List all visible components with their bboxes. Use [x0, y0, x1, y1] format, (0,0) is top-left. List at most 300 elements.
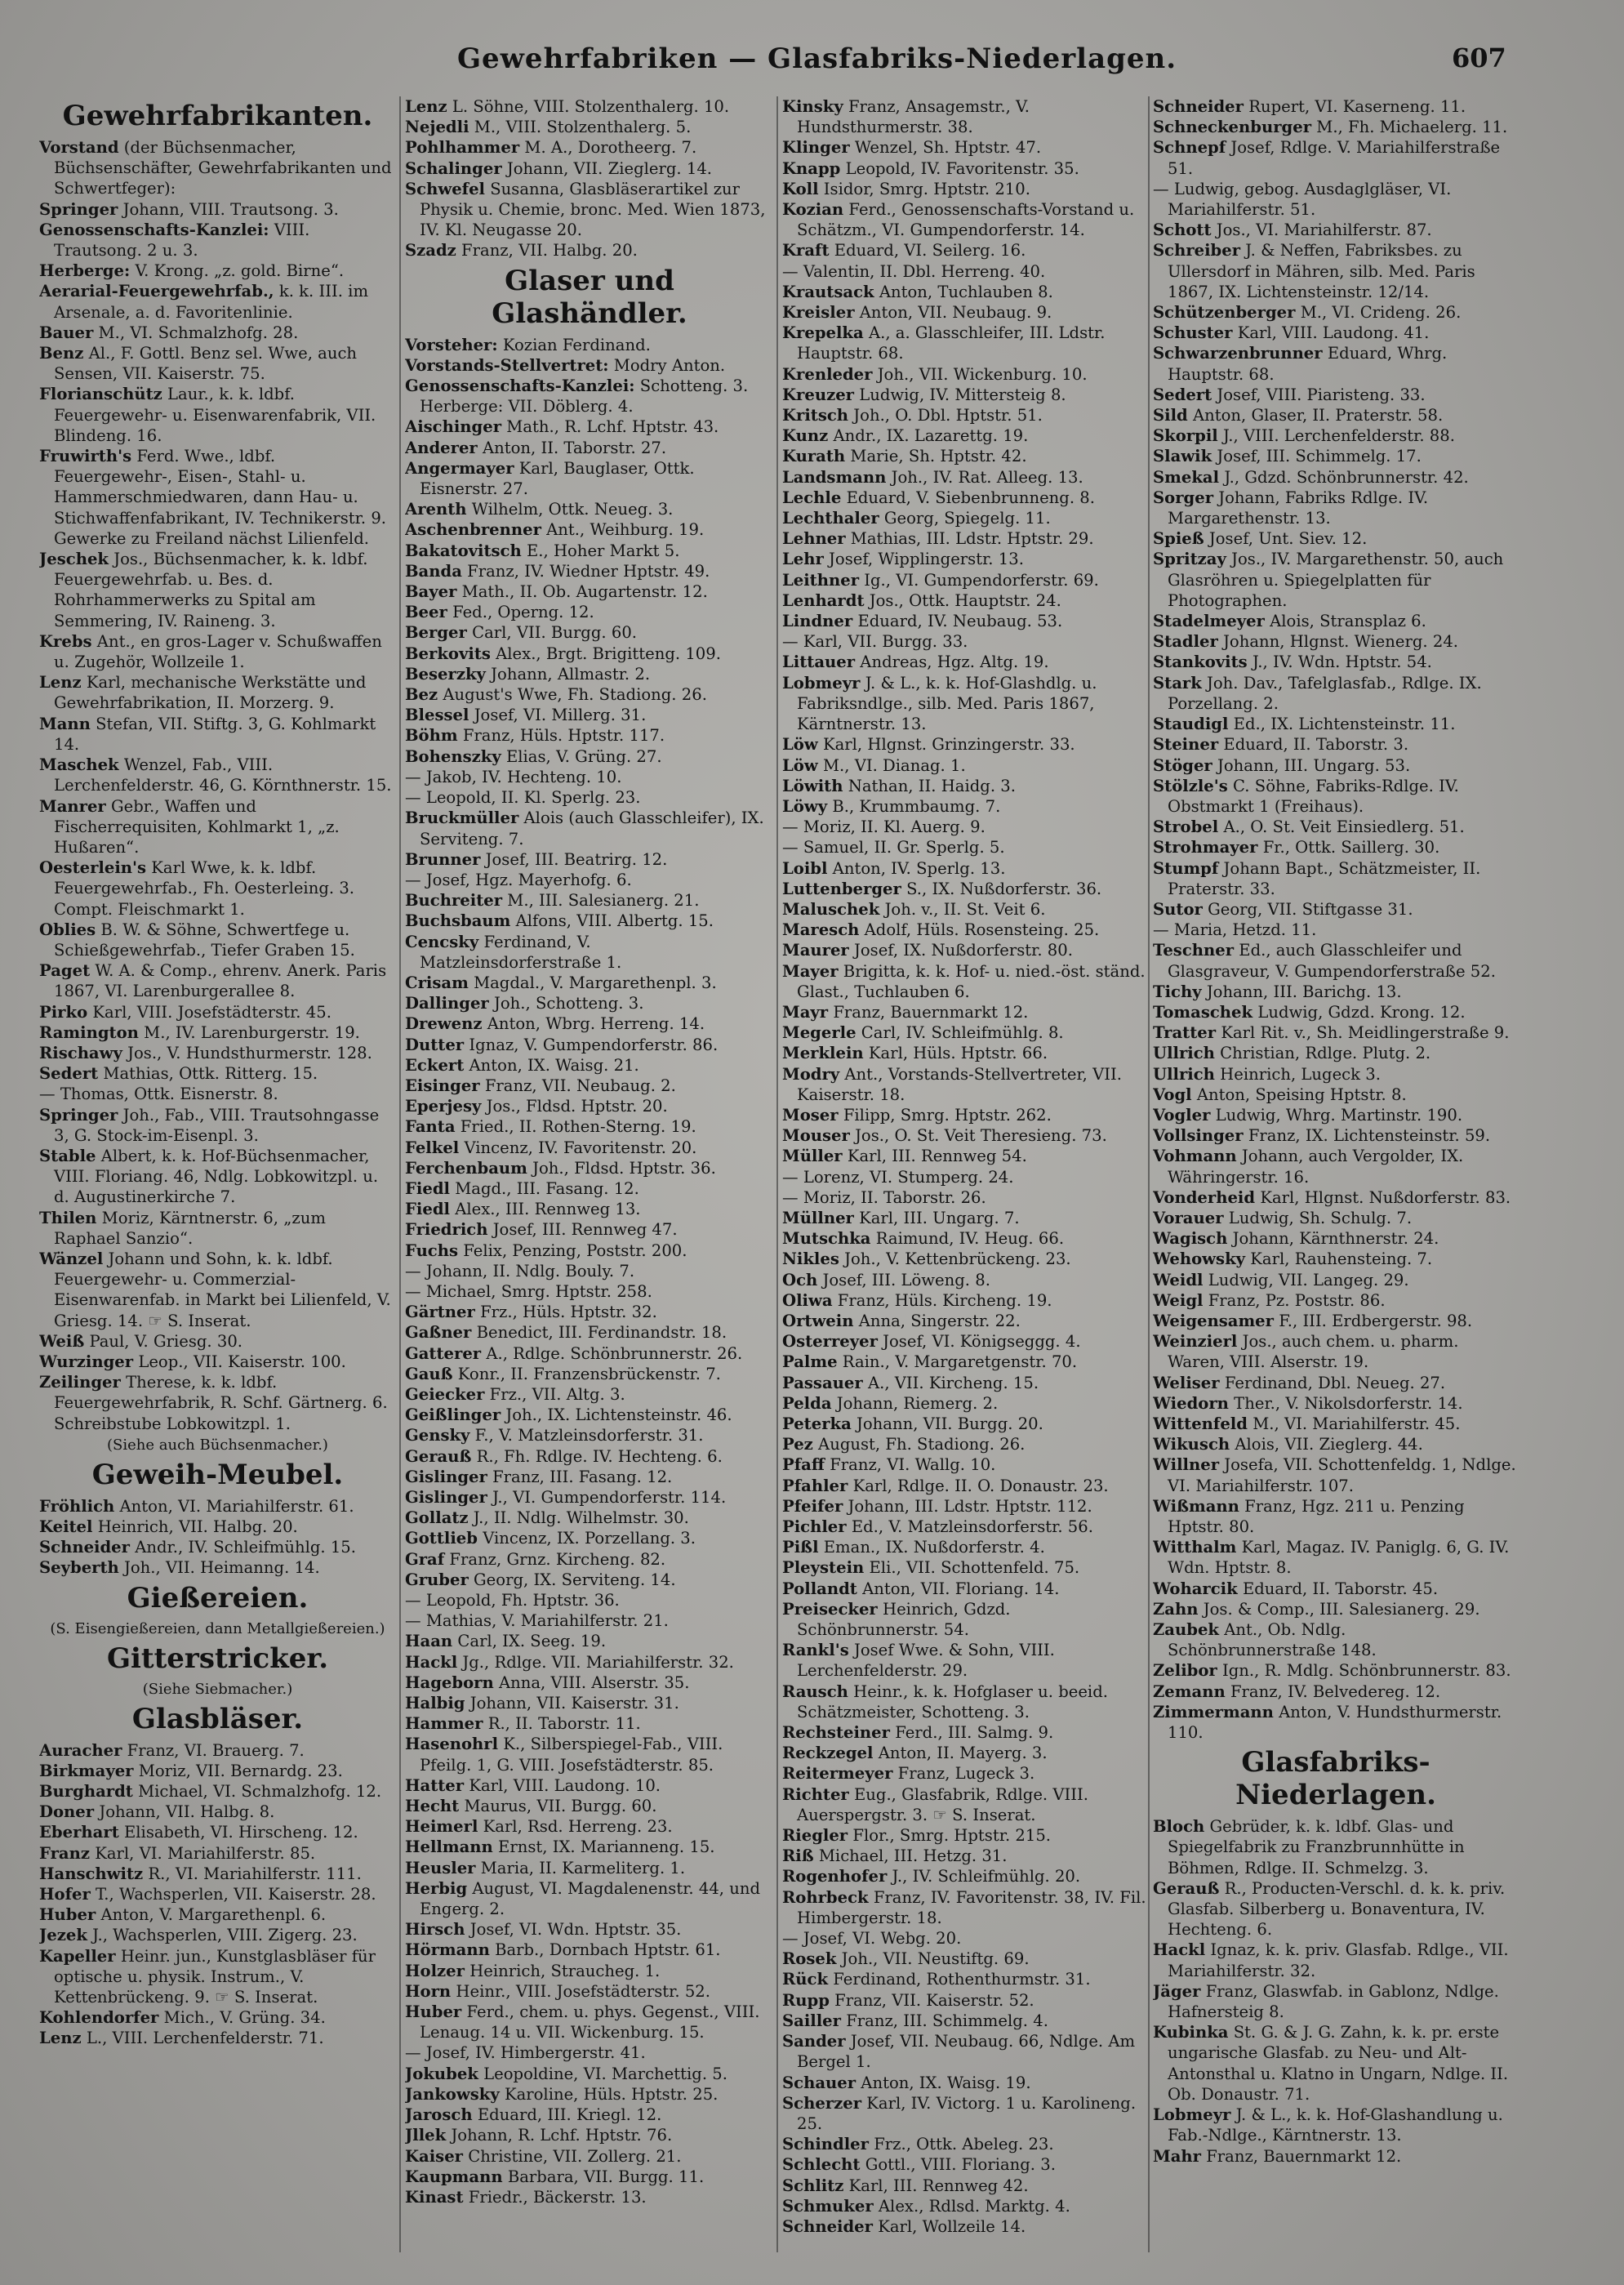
directory-entry — [782, 837, 1146, 857]
directory-entry — [782, 1949, 1146, 1969]
entry-details: Moriz, Kärntnerstr. 6, „zum Raphael Sanzio“. — [54, 1208, 326, 1248]
entry-name: Ferchenbaum — [405, 1158, 527, 1178]
directory-entry — [1153, 1414, 1519, 1434]
entry-details: Eli., VII. Schottenfeld. 75. — [869, 1558, 1080, 1578]
entry-name: Bayer — [405, 582, 457, 602]
entry-details: — Ludwig, gebog. Ausdaglgläser, VI. Mariahilferstr. 51. — [1153, 179, 1452, 220]
directory-entry — [782, 570, 1146, 590]
directory-entry — [39, 1925, 396, 1945]
directory-entry — [782, 1414, 1146, 1434]
entry-details: Franz, Pz. Poststr. 86. — [1208, 1290, 1386, 1310]
entry-details: Josef, VII. Neubaug. 66, Ndlge. Am Bergel 1. — [797, 2032, 1136, 2072]
entry-name: Vorauer — [1153, 1208, 1224, 1227]
entry-name: Wißmann — [1153, 1496, 1239, 1516]
directory-entry — [782, 1002, 1146, 1022]
entry-details: Johann, III. Ldstr. Hptstr. 112. — [848, 1496, 1092, 1516]
entry-name: Geißlinger — [405, 1405, 501, 1425]
directory-entry — [39, 1537, 396, 1557]
entry-details: J., IV. Wdn. Hptstr. 54. — [1252, 653, 1432, 672]
directory-entry — [405, 1775, 774, 1796]
entry-name: Rosek — [782, 1949, 837, 1969]
directory-entry — [405, 1940, 774, 1960]
entry-name: Auracher — [39, 1740, 122, 1760]
entry-details: Vincenz, IX. Porzellang. 3. — [483, 1529, 696, 1548]
entry-name: Lehr — [782, 550, 824, 569]
directory-entry — [782, 508, 1146, 528]
entry-name: Scherzer — [782, 2093, 862, 2113]
directory-entry — [405, 1549, 774, 1570]
entry-details: Michael, VI. Schmalzhofg. 12. — [138, 1782, 382, 1802]
entry-details: Franz, Lugeck 3. — [897, 1764, 1035, 1784]
directory-entry — [1153, 405, 1519, 425]
entry-name: Vorsteher: — [405, 335, 498, 354]
directory-entry — [405, 870, 774, 890]
entry-details: Ludwig, Gdzd. Krong. 12. — [1257, 1002, 1466, 1022]
entry-name: Brunner — [405, 849, 481, 869]
directory-entry — [782, 364, 1146, 385]
entry-details: Georg, IX. Serviteng. 14. — [474, 1570, 676, 1589]
entry-details: Carl, IX. Seeg. 19. — [457, 1632, 607, 1651]
entry-details: Filipp, Smrg. Hptstr. 262. — [843, 1105, 1052, 1125]
entry-details: — Leopold, II. Kl. Sperlg. 23. — [405, 788, 641, 808]
entry-details: Heinrich, Gdzd. Schönbrunnerstr. 54. — [797, 1599, 1011, 1640]
entry-details: Eduard, VI. Seilerg. 16. — [834, 241, 1026, 261]
directory-entry — [405, 2084, 774, 2105]
entry-name: Huber — [405, 2002, 462, 2022]
directory-entry — [405, 519, 774, 540]
entry-details: — Josef, Hgz. Mayerhofg. 6. — [405, 870, 632, 889]
directory-entry — [782, 2093, 1146, 2134]
entry-name: Landsmann — [782, 467, 887, 487]
entry-name: Koll — [782, 179, 819, 198]
entry-details: Joh., IV. Rat. Alleeg. 13. — [891, 467, 1083, 487]
entry-name: Herbig — [405, 1878, 468, 1898]
entry-details: Joh., V. Kettenbrückeng. 23. — [844, 1249, 1071, 1269]
entry-details: Gebrüder, k. k. ldbf. Glas- und Spiegelfabrik zu Franzbrunnhütte in Böhmen, Rdlge. II. Schmelzg. 3. — [1168, 1817, 1465, 1877]
directory-entry — [405, 1364, 774, 1384]
directory-entry — [405, 1013, 774, 1034]
directory-entry — [1153, 673, 1519, 714]
directory-entry — [39, 1002, 396, 1022]
entry-name: Rausch — [782, 1681, 848, 1701]
section-heading: Geweih-Meubel. — [91, 1458, 344, 1491]
entry-name: Genossenschafts-Kanzlei: — [405, 376, 635, 396]
entry-details: Josef, VIII. Piaristeng. 33. — [1217, 385, 1426, 404]
directory-entry — [782, 2154, 1146, 2175]
directory-entry — [782, 137, 1146, 158]
entry-name: Zemann — [1153, 1681, 1226, 1701]
directory-entry — [405, 376, 774, 416]
entry-details: Josef, Unt. Siev. 12. — [1208, 529, 1368, 549]
directory-entry — [1153, 1878, 1519, 1940]
entry-details: Ed., V. Matzleinsdorferstr. 56. — [851, 1517, 1093, 1537]
directory-entry — [782, 179, 1146, 199]
entry-details: Anton, Tuchlauben 8. — [879, 282, 1053, 301]
entry-details: — Valentin, II. Dbl. Herreng. 40. — [782, 261, 1046, 281]
entry-details: A., VII. Kircheng. 15. — [867, 1373, 1039, 1392]
entry-details: A., Rdlge. Schönbrunnerstr. 26. — [486, 1343, 743, 1363]
directory-entry — [782, 1228, 1146, 1249]
entry-name: Maschek — [39, 755, 119, 775]
entry-name: Schindler — [782, 2135, 869, 2154]
entry-name: Sorger — [1153, 488, 1214, 507]
entry-name: Jarosch — [405, 2105, 473, 2125]
directory-entry — [1153, 1393, 1519, 1414]
entry-name: Kraft — [782, 241, 830, 261]
entry-name: Oliwa — [782, 1290, 833, 1310]
directory-entry — [1153, 1373, 1519, 1393]
entry-details: August, Fh. Stadiong. 26. — [818, 1435, 1026, 1454]
entry-details: Eduard, III. Kriegl. 12. — [477, 2105, 662, 2125]
directory-entry — [405, 1096, 774, 1116]
entry-details: Joh., Fldsd. Hptstr. 36. — [532, 1158, 716, 1178]
entry-name: Schnepf — [1153, 138, 1226, 158]
entry-name: Bruckmüller — [405, 808, 519, 828]
entry-name: Strohmayer — [1153, 838, 1258, 857]
entry-name: Schützenberger — [1153, 303, 1296, 323]
directory-entry — [405, 1570, 774, 1590]
entry-name: Stark — [1153, 673, 1202, 693]
directory-entry — [782, 1331, 1146, 1352]
entry-name: Schuster — [1153, 323, 1233, 343]
directory-entry — [782, 1167, 1146, 1187]
entry-details: Ant., en gros-Lager v. Schußwaffen u. Zugehör, Wollzeile 1. — [54, 631, 382, 672]
entry-details: Johann, auch Vergolder, IX. Währingerstr. 16. — [1168, 1147, 1464, 1187]
directory-entry — [405, 1878, 774, 1919]
entry-name: Hageborn — [405, 1673, 494, 1692]
directory-entry — [405, 1425, 774, 1445]
directory-entry — [39, 857, 396, 920]
entry-details: Franz, Hüls. Hptstr. 117. — [462, 726, 665, 746]
directory-entry — [405, 1610, 774, 1631]
entry-name: Wehowsky — [1153, 1249, 1246, 1269]
entry-details: J., VIII. Lerchenfelderstr. 88. — [1222, 426, 1455, 446]
directory-entry — [782, 920, 1146, 940]
entry-name: Schneider — [782, 2216, 873, 2236]
entry-details: Modry Anton. — [613, 355, 726, 375]
entry-details: Franz, Bauernmarkt 12. — [1206, 2146, 1402, 2166]
entry-name: Kohlendorfer — [39, 2008, 159, 2028]
entry-name: Lobmeyr — [1153, 2105, 1231, 2125]
entry-name: Woharcik — [1153, 1579, 1238, 1598]
entry-name: Arenth — [405, 500, 467, 519]
entry-name: Gatterer — [405, 1343, 482, 1363]
entry-details: — Michael, Smrg. Hptstr. 258. — [405, 1281, 652, 1301]
directory-entry — [405, 1734, 774, 1775]
entry-details: Karl, Magaz. IV. Paniglg. 6, G. IV. Wdn. Hptstr. 8. — [1168, 1538, 1510, 1578]
column-3 — [782, 96, 1146, 2252]
directory-entry — [39, 137, 396, 199]
entry-name: Pfeifer — [782, 1496, 843, 1516]
entry-details: Albert, k. k. Hof-Büchsenmacher, VIII. Floriang. 46, Ndlg. Lobkowitzpl. u. d. Augustinerkirche 7. — [54, 1146, 379, 1207]
directory-entry — [405, 158, 774, 179]
entry-details: Frz., VII. Altg. 3. — [489, 1384, 625, 1404]
entry-name: Och — [782, 1270, 818, 1289]
entry-name: Blessel — [405, 706, 469, 725]
entry-details: M., VI. Mariahilferstr. 45. — [1252, 1414, 1461, 1433]
entry-details: A., O. St. Veit Einsiedlerg. 51. — [1223, 817, 1465, 837]
entry-name: Stable — [39, 1146, 96, 1165]
entry-details: Flor., Smrg. Hptstr. 215. — [852, 1826, 1052, 1846]
entry-details: Schotteng. 3. Herberge: VII. Döblerg. 4. — [420, 376, 749, 416]
entry-details: Anton, VII. Floriang. 14. — [862, 1579, 1060, 1598]
entry-details: Frz., Ottk. Abeleg. 23. — [874, 2135, 1054, 2154]
entry-details: Carl, VII. Burgg. 60. — [472, 623, 638, 643]
entry-name: Eckert — [405, 1055, 465, 1075]
entry-name: Berkovits — [405, 644, 491, 663]
section-heading: Gewehrfabrikanten. — [62, 100, 373, 132]
directory-entry — [405, 1240, 774, 1261]
entry-name: Riß — [782, 1846, 814, 1866]
entry-name: Teschner — [1153, 941, 1235, 960]
entry-name: Modry — [782, 1064, 840, 1084]
entry-details: Fr., Ottk. Saillerg. 30. — [1262, 838, 1440, 857]
directory-entry — [405, 1919, 774, 1940]
entry-details: Ignaz, k. k. priv. Glasfab. Rdlge., VII. Mariahilferstr. 32. — [1168, 1940, 1509, 1980]
directory-entry — [39, 1084, 396, 1104]
entry-name: Kapeller — [39, 1946, 116, 1966]
entry-name: Ortwein — [782, 1311, 854, 1330]
directory-entry — [405, 458, 774, 499]
entry-details: Anton, IV. Sperlg. 13. — [832, 858, 1006, 878]
entry-details: Franz, Glaswfab. in Gablonz, Ndlge. Hafnersteig 8. — [1168, 1981, 1499, 2022]
entry-name: Zahn — [1153, 1599, 1199, 1619]
directory-entry — [39, 1146, 396, 1208]
entry-name: Dutter — [405, 1035, 465, 1054]
entry-name: Stumpf — [1153, 858, 1219, 878]
entry-details: Magd., III. Fasang. 12. — [455, 1178, 639, 1198]
entry-details: Rain., V. Margaretgenstr. 70. — [842, 1352, 1078, 1372]
entry-name: Lenz — [39, 673, 82, 693]
directory-entry — [39, 446, 396, 549]
entry-details: Anton, IX. Waisg. 19. — [861, 2073, 1031, 2092]
entry-name: Wikusch — [1153, 1435, 1230, 1454]
entry-details: Ferdinand, Dbl. Neueg. 27. — [1224, 1373, 1446, 1392]
entry-name: Halbig — [405, 1694, 465, 1713]
entry-name: Pfaff — [782, 1455, 825, 1475]
directory-entry — [782, 1517, 1146, 1537]
entry-details: Franz, IV. Belvedereg. 12. — [1230, 1681, 1441, 1701]
directory-entry — [405, 1508, 774, 1528]
entry-details: Josef, Rdlge. V. Mariahilferstraße 51. — [1168, 138, 1501, 178]
entry-details: Ant., Vorstands-Stellvertreter, VII. Kaiserstr. 18. — [797, 1064, 1122, 1104]
entry-name: Bakatovitsch — [405, 541, 522, 560]
entry-name: Pohlhammer — [405, 138, 520, 158]
entry-name: Hackl — [1153, 1940, 1206, 1960]
directory-entry — [405, 1158, 774, 1178]
entry-details: Franz, IV. Favoritenstr. 38, IV. Fil. Himbergerstr. 18. — [797, 1887, 1146, 1927]
entry-name: Springer — [39, 199, 118, 219]
directory-entry — [782, 1043, 1146, 1063]
entry-details: Johann, VIII. Trautsong. 3. — [122, 199, 339, 219]
directory-entry — [782, 549, 1146, 569]
directory-entry — [782, 858, 1146, 879]
entry-name: Wänzel — [39, 1249, 104, 1268]
entry-name: Vorstands-Stellvertret: — [405, 355, 609, 375]
entry-name: Gerauß — [405, 1446, 472, 1466]
entry-details: Karl, Hüls. Hptstr. 66. — [868, 1044, 1048, 1063]
entry-name: Maresch — [782, 920, 860, 940]
entry-name: Keitel — [39, 1517, 93, 1536]
entry-name: Schneider — [39, 1538, 130, 1557]
entry-details: J., VI. Gumpendorferstr. 114. — [492, 1488, 727, 1507]
entry-details: Karl, Bauglaser, Ottk. Eisnerstr. 27. — [420, 458, 695, 499]
directory-entry — [782, 652, 1146, 672]
directory-entry — [1153, 220, 1519, 240]
directory-entry — [405, 746, 774, 767]
entry-name: Strobel — [1153, 817, 1219, 837]
directory-entry — [1153, 1064, 1519, 1085]
entry-name: Palme — [782, 1352, 838, 1372]
directory-entry — [1153, 467, 1519, 488]
entry-name: Vogl — [1153, 1085, 1192, 1104]
section-heading: Glasbläser. — [131, 1702, 304, 1735]
entry-name: Eisinger — [405, 1076, 480, 1095]
directory-entry — [405, 767, 774, 787]
entry-details: Franz, IX. Lichtensteinstr. 59. — [1248, 1126, 1491, 1146]
directory-entry — [39, 1249, 396, 1331]
directory-entry — [782, 1784, 1146, 1825]
directory-entry — [782, 1290, 1146, 1311]
entry-name: Angermayer — [405, 458, 514, 478]
entry-name: Reckzegel — [782, 1744, 874, 1763]
entry-name: Benz — [39, 344, 84, 363]
entry-details: Josef, VI. Wdn. Hptstr. 35. — [469, 1920, 682, 1940]
entry-details: Anton, VI. Mariahilferstr. 61. — [119, 1496, 354, 1516]
entry-details: Karl, III. Rennweg 54. — [847, 1147, 1027, 1166]
entry-details: — Leopold, Fh. Hptstr. 36. — [405, 1591, 620, 1610]
directory-entry — [1153, 549, 1519, 611]
directory-entry — [1153, 1816, 1519, 1878]
entry-details: Joh., IX. Lichtensteinstr. 46. — [505, 1405, 732, 1425]
entry-name: Löwy — [782, 796, 828, 816]
directory-entry — [405, 2105, 774, 2125]
entry-details: Franz, VII. Kaiserstr. 52. — [834, 1990, 1034, 2010]
entry-details: Jos., Fldsd. Hptstr. 20. — [486, 1097, 668, 1116]
entry-name: Hirsch — [405, 1920, 465, 1940]
entry-details: Michael, III. Hetzg. 31. — [818, 1846, 1008, 1866]
directory-entry — [1153, 837, 1519, 857]
directory-entry — [1153, 1290, 1519, 1311]
directory-entry — [1153, 652, 1519, 672]
entry-details: Mathias, III. Ldstr. Hptstr. 29. — [850, 529, 1094, 549]
entry-details: Heinr., k. k. Hofglaser u. beeid. Schätzmeister, Schotteng. 3. — [797, 1681, 1108, 1722]
directory-entry — [39, 796, 396, 858]
directory-entry — [39, 1022, 396, 1043]
directory-entry — [405, 96, 774, 117]
directory-entry — [39, 1884, 396, 1904]
directory-entry — [405, 541, 774, 561]
entry-details: Josef Wwe. & Sohn, VIII. Lerchenfelderstr. 29. — [797, 1641, 1055, 1681]
directory-entry — [405, 1467, 774, 1487]
directory-entry — [405, 499, 774, 519]
entry-details: Heinrich, VII. Halbg. 20. — [97, 1517, 298, 1536]
entry-details: Leopoldine, VI. Marchettig. 5. — [483, 2064, 727, 2083]
directory-entry — [1153, 1311, 1519, 1331]
entry-name: Rohrbeck — [782, 1887, 869, 1907]
entry-name: Pelda — [782, 1393, 832, 1413]
directory-entry — [405, 1796, 774, 1816]
entry-details: Jos., Büchsenmacher, k. k. ldbf. Feuergewehrfab. u. Bes. d. Rohrhammerwerks zu Spital am Semmering, IV. Raineng. 3. — [54, 550, 368, 630]
entry-details: Isidor, Smrg. Hptstr. 210. — [823, 179, 1030, 198]
directory-entry — [405, 973, 774, 993]
entry-name: Thilen — [39, 1208, 97, 1227]
entry-name: Vohmann — [1153, 1147, 1237, 1166]
entry-name: Wittenfeld — [1153, 1414, 1248, 1433]
entry-details: Johann, Riemerg. 2. — [836, 1393, 999, 1413]
entry-name: Genossenschafts-Kanzlei: — [39, 220, 269, 239]
entry-details: Ignaz, V. Gumpendorferstr. 86. — [469, 1035, 719, 1054]
entry-details: Ludwig, Sh. Schulg. 7. — [1228, 1208, 1413, 1227]
entry-name: Springer — [39, 1105, 118, 1125]
directory-entry — [405, 2042, 774, 2063]
entry-details: Paul, V. Griesg. 30. — [89, 1331, 243, 1351]
directory-entry — [782, 899, 1146, 920]
entry-name: Gauß — [405, 1364, 453, 1383]
entry-details: Alois, VII. Zieglerg. 44. — [1235, 1435, 1423, 1454]
entry-details: Johann, VII. Zieglerg. 14. — [506, 158, 713, 178]
entry-name: Kritsch — [782, 406, 849, 425]
entry-name: Bloch — [1153, 1817, 1205, 1837]
directory-entry — [405, 2064, 774, 2084]
entry-name: Kozian — [782, 200, 844, 220]
entry-details: Frz., Hüls. Hptstr. 32. — [480, 1303, 657, 1322]
entry-details: Georg, VII. Stiftgasse 31. — [1208, 899, 1413, 919]
entry-name: Graf — [405, 1549, 445, 1569]
entry-name: Horn — [405, 1981, 452, 2001]
directory-entry — [405, 1837, 774, 1857]
directory-entry — [39, 1496, 396, 1517]
entry-name: Gollatz — [405, 1508, 469, 1528]
entry-details: Heinrich, Straucheg. 1. — [469, 1961, 661, 1980]
entry-name: Gottlieb — [405, 1529, 478, 1548]
entry-details: Mich., V. Grüng. 34. — [163, 2008, 326, 2028]
entry-name: Gensky — [405, 1426, 470, 1445]
entry-details: Franz, Bauernmarkt 12. — [833, 1002, 1029, 1022]
directory-entry — [1153, 1599, 1519, 1619]
entry-details: Karl, Wollzeile 14. — [878, 2216, 1026, 2236]
entry-details: Raimund, IV. Heug. 66. — [875, 1229, 1065, 1249]
entry-name: Stölzle's — [1153, 776, 1228, 795]
directory-entry — [782, 611, 1146, 631]
entry-details: Christine, VII. Zollerg. 21. — [468, 2146, 682, 2166]
entry-details: Franz, Grnz. Kircheng. 82. — [449, 1549, 666, 1569]
entry-details: Franz, III. Schimmelg. 4. — [846, 2011, 1048, 2030]
entry-details: Ferd., chem. u. phys. Gegenst., VIII. Lenaug. 14 u. VII. Wickenburg. 15. — [420, 2002, 760, 2042]
directory-entry — [782, 282, 1146, 302]
entry-name: Doner — [39, 1802, 95, 1822]
directory-entry — [1153, 1981, 1519, 2022]
entry-name: Tomaschek — [1153, 1002, 1253, 1022]
directory-entry — [405, 2002, 774, 2042]
entry-name: Passauer — [782, 1373, 863, 1392]
entry-name: Vollsinger — [1153, 1126, 1244, 1146]
directory-entry — [405, 890, 774, 911]
entry-details: Friedr., Bäckerstr. 13. — [468, 2187, 647, 2207]
directory-entry — [1153, 1228, 1519, 1249]
entry-details: J. & L., k. k. Hof-Glashandlung u. Fab.-Ndlge., Kärntnerstr. 13. — [1168, 2105, 1503, 2145]
entry-name: Kreuzer — [782, 385, 854, 404]
directory-entry — [405, 1693, 774, 1713]
entry-details: Josefa, VII. Schottenfeldg. 1, Ndlge. VI. Mariahilferstr. 107. — [1168, 1455, 1516, 1495]
directory-entry — [405, 2167, 774, 2187]
entry-details: Johann, VII. Burgg. 20. — [856, 1414, 1043, 1433]
entry-name: Gruber — [405, 1570, 469, 1589]
entry-name: Burghardt — [39, 1782, 133, 1802]
entry-details: Wilhelm, Ottk. Neueg. 3. — [471, 500, 674, 519]
entry-name: Stadler — [1153, 632, 1218, 652]
entry-details: Jos., auch chem. u. pharm. Waren, VIII. Alserstr. 19. — [1168, 1332, 1459, 1372]
